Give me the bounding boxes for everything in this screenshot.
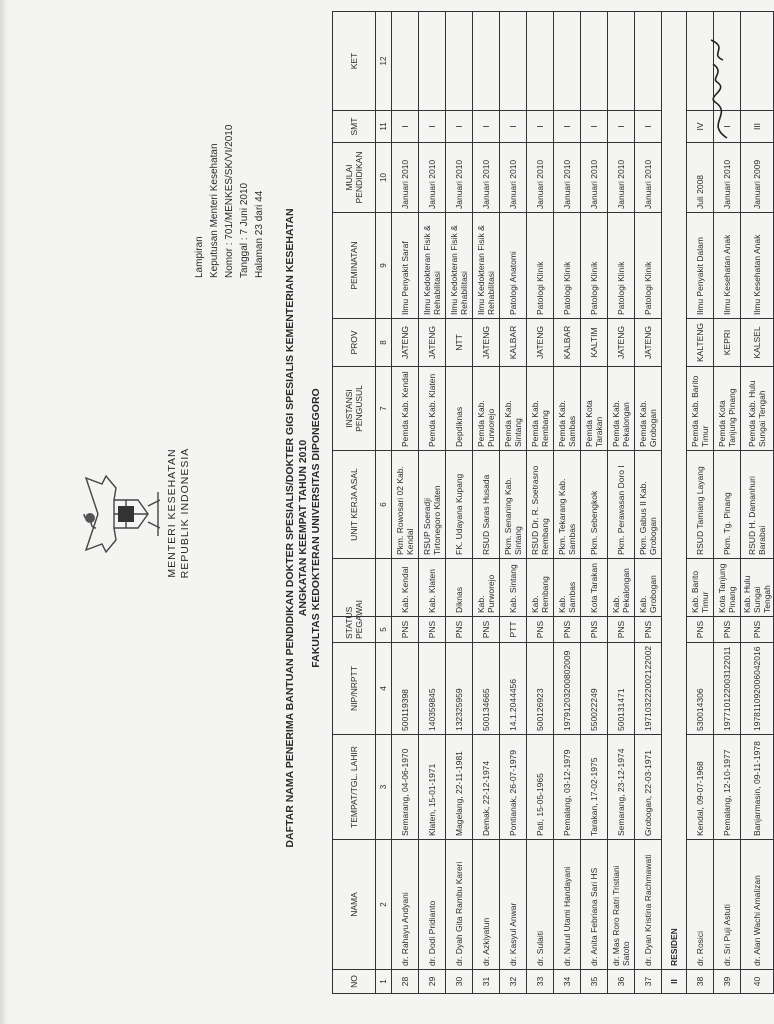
table-header-row (333, 12, 376, 994)
table-row (581, 12, 608, 994)
cell-mulai: Januari 2010 (392, 143, 419, 213)
cell-instansi: Depdiknas (446, 367, 473, 451)
cell-prov: JATENG (419, 319, 446, 367)
cell-mulai: Januari 2010 (473, 143, 500, 213)
cell-mulai: Januari 2010 (446, 143, 473, 213)
column-number-nama: 2 (376, 840, 392, 970)
cell-peminatan: Patologi Klinik (527, 213, 554, 319)
header-unit: UNIT KERJA ASAL (333, 451, 376, 559)
cell-prov: JATENG (635, 319, 662, 367)
cell-smt: I (635, 111, 662, 143)
cell-ket (392, 12, 419, 111)
cell-ket (473, 12, 500, 111)
cell-status: PNS (527, 617, 554, 643)
cell-no: 28 (392, 970, 419, 994)
header-mulai: MULAI PENDIDIKAN (333, 143, 376, 213)
cell-nip: 132325959 (446, 643, 473, 735)
document-page (14, 8, 772, 1018)
ministry-line: REPUBLIK INDONESIA (179, 447, 191, 579)
cell-peminatan: Ilmu Kedokteran Fisik & Rehabilitasi (446, 213, 473, 319)
cell-no: 35 (581, 970, 608, 994)
cell-unit: FK. Udayana Kupang (446, 451, 473, 559)
lampiran-line: Halaman 23 dari 44 (254, 190, 265, 278)
cell-kab: Kab. Rembang (527, 559, 554, 617)
cell-nip: 140359845 (419, 643, 446, 735)
header-nama: NAMA (333, 840, 376, 970)
table-row (635, 12, 662, 994)
header-status: STATUS PEGAWAI (333, 617, 376, 643)
cell-prov: NTT (446, 319, 473, 367)
cell-lahir: Semarang, 04-06-1970 (392, 735, 419, 840)
cell-nama: dr. Anita Febriana Sari HS (581, 840, 608, 970)
table-row (527, 12, 554, 994)
cell-mulai: Januari 2010 (581, 143, 608, 213)
cell-lahir: Pemalang, 03-12-1979 (554, 735, 581, 840)
table-row (473, 12, 500, 994)
cell-nama: dr. Sri Puji Astuti (714, 840, 741, 970)
cell-lahir: Magelang, 22-11-1981 (446, 735, 473, 840)
cell-instansi: Pemda Kab. Kendal (392, 367, 419, 451)
cell-nip: 197103222002122002 (635, 643, 662, 735)
cell-unit: Pkm. Sebengkok (581, 451, 608, 559)
signature-icon (699, 28, 739, 148)
column-number-kab (376, 559, 392, 617)
column-number-mulai: 10 (376, 143, 392, 213)
cell-peminatan: Ilmu Penyakit Saraf (392, 213, 419, 319)
cell-no: 38 (687, 970, 714, 994)
cell-kab: Kab. Barito Timur (687, 559, 714, 617)
cell-smt: I (419, 111, 446, 143)
ministry-heading (166, 388, 192, 638)
cell-smt: IV (687, 111, 714, 143)
column-number-nip: 4 (376, 643, 392, 735)
table-row (608, 12, 635, 994)
cell-lahir: Demak, 22-12-1974 (473, 735, 500, 840)
cell-peminatan: Ilmu Kesehatan Anak (714, 213, 741, 319)
cell-unit: RSUD Saras Husada (473, 451, 500, 559)
cell-mulai: Januari 2010 (635, 143, 662, 213)
cell-status: PNS (473, 617, 500, 643)
cell-instansi: Pemda Kab. Grobogan (635, 367, 662, 451)
header-nip: NIP/NRPTT (333, 643, 376, 735)
cell-status: PNS (687, 617, 714, 643)
cell-kab: Kab. Sintang (500, 559, 527, 617)
cell-lahir: Pontianak, 26-07-1979 (500, 735, 527, 840)
cell-peminatan: Patologi Klinik (608, 213, 635, 319)
header-ket: KET (333, 12, 376, 111)
cell-no: 37 (635, 970, 662, 994)
cell-peminatan: Patologi Klinik (581, 213, 608, 319)
cell-peminatan: Patologi Klinik (554, 213, 581, 319)
table-row (446, 12, 473, 994)
cell-nip: 500134665 (473, 643, 500, 735)
cell-prov: JATENG (608, 319, 635, 367)
cell-peminatan: Ilmu Kesehatan Anak (741, 213, 774, 319)
lampiran-line: Tanggal : 7 Juni 2010 (239, 182, 250, 278)
cell-peminatan: Patologi Anatomi (500, 213, 527, 319)
cell-mulai: Januari 2010 (500, 143, 527, 213)
table-row (500, 12, 527, 994)
cell-peminatan: Ilmu Penyakit Dalam (687, 213, 714, 319)
cell-instansi: Pemda Kab. Rembang (527, 367, 554, 451)
cell-lahir: Klaten, 15-01-1971 (419, 735, 446, 840)
document-title (284, 178, 323, 878)
cell-prov: JATENG (392, 319, 419, 367)
cell-ket (635, 12, 662, 111)
cell-unit: Pkm. Perawasan Doro I (608, 451, 635, 559)
cell-no: 34 (554, 970, 581, 994)
cell-nip: 197710122003122011 (714, 643, 741, 735)
title-line: DAFTAR NAMA PENERIMA BANTUAN PENDIDIKAN DOKTER SPESIALIS/DOKTER GIGI SPESIALIS KEMENTERIAN KESEHATAN (284, 208, 296, 848)
cell-kab: Kab. Purworejo (473, 559, 500, 617)
cell-smt: I (714, 111, 741, 143)
cell-nip: 500131471 (608, 643, 635, 735)
attachment-reference (192, 18, 267, 278)
cell-kab: Kab. Hulu Sungai Tengah (741, 559, 774, 617)
lampiran-line: Nomor : 701/MENKES/SK/VI/2010 (224, 124, 235, 278)
cell-smt: I (608, 111, 635, 143)
cell-unit: Pkm. Tg. Pinang (714, 451, 741, 559)
column-number-ket: 12 (376, 12, 392, 111)
table-row (687, 12, 714, 994)
cell-ket (554, 12, 581, 111)
cell-kab: Kab. Kendal (392, 559, 419, 617)
cell-prov: JATENG (473, 319, 500, 367)
cell-nama: dr. Dyah Gita Rambu Kareri (446, 840, 473, 970)
cell-nama: dr. Nurul Utami Handayani (554, 840, 581, 970)
table-row (554, 12, 581, 994)
cell-status: PNS (741, 617, 774, 643)
cell-ket (446, 12, 473, 111)
header-lahir: TEMPAT/TGL. LAHIR (333, 735, 376, 840)
header-no: NO (333, 970, 376, 994)
cell-nama: dr. Alan Wachi Amalizan (741, 840, 774, 970)
cell-status: PNS (446, 617, 473, 643)
table-row (714, 12, 741, 994)
cell-instansi: Pemda Kab. Purworejo (473, 367, 500, 451)
header-prov: PROV (333, 319, 376, 367)
cell-kab: Kota Tanjung Pinang (714, 559, 741, 617)
cell-ket (608, 12, 635, 111)
cell-prov: KALTENG (687, 319, 714, 367)
cell-nip: 550022249 (581, 643, 608, 735)
cell-smt: I (392, 111, 419, 143)
cell-status: PTT (500, 617, 527, 643)
cell-instansi: Pemda Kab. Sintang (500, 367, 527, 451)
cell-mulai: Januari 2010 (714, 143, 741, 213)
cell-nama: dr. Sulaiti (527, 840, 554, 970)
cell-prov: KALTIM (581, 319, 608, 367)
cell-nama: dr. Rosici (687, 840, 714, 970)
cell-ket (419, 12, 446, 111)
cell-nip: 14.1.2044456 (500, 643, 527, 735)
ministry-line: MENTERI KESEHATAN (166, 448, 178, 578)
cell-lahir: Kendal, 09-07-1968 (687, 735, 714, 840)
cell-unit: Pkm. Senaning Kab. Sintang (500, 451, 527, 559)
cell-mulai: Juli 2008 (687, 143, 714, 213)
cell-status: PNS (392, 617, 419, 643)
cell-peminatan: Ilmu Kedokteran Fisik & Rehabilitasi (419, 213, 446, 319)
recipient-table (332, 11, 774, 994)
column-number-no: 1 (376, 970, 392, 994)
cell-ket (741, 12, 774, 111)
column-number-prov: 8 (376, 319, 392, 367)
table-number-row (376, 12, 392, 994)
cell-no: 33 (527, 970, 554, 994)
cell-nama: dr. Dodi Pridianto (419, 840, 446, 970)
cell-lahir: Pati, 15-05-1965 (527, 735, 554, 840)
cell-kab: Kab. Klaten (419, 559, 446, 617)
cell-instansi: Pemda Kab. Pekalongan (608, 367, 635, 451)
cell-peminatan: Ilmu Kedokteran Fisik & Rehabilitasi (473, 213, 500, 319)
column-number-unit: 6 (376, 451, 392, 559)
cell-nip: 500126923 (527, 643, 554, 735)
cell-lahir: Semarang, 23-12-1974 (608, 735, 635, 840)
cell-status: PNS (554, 617, 581, 643)
section-number: II (662, 970, 687, 994)
column-number-instansi: 7 (376, 367, 392, 451)
cell-mulai: Januari 2010 (527, 143, 554, 213)
cell-instansi: Pemda Kota Tanjung Pinang (714, 367, 741, 451)
garuda-emblem-icon (76, 470, 166, 558)
cell-ket (500, 12, 527, 111)
cell-nip: 19791203200802009 (554, 643, 581, 735)
title-line: ANGKATAN KEEMPAT TAHUN 2010 (297, 439, 309, 617)
header-smt: SMT (333, 111, 376, 143)
section-row (662, 12, 687, 994)
cell-nip: 197811092006042016 (741, 643, 774, 735)
cell-nip: 530014306 (687, 643, 714, 735)
cell-kab: Diknas (446, 559, 473, 617)
cell-status: PNS (635, 617, 662, 643)
cell-prov: KALBAR (500, 319, 527, 367)
cell-nama: dr. Mas Roro Ratri Tristiani Satoto (608, 840, 635, 970)
cell-smt: I (500, 111, 527, 143)
cell-instansi: Pemda Kab. Sambas (554, 367, 581, 451)
table-body (392, 12, 774, 994)
scan-edge (0, 0, 8, 1024)
cell-unit: Pkm. Tekarang Kab. Sambas (554, 451, 581, 559)
cell-no: 40 (741, 970, 774, 994)
cell-smt: I (473, 111, 500, 143)
cell-ket (581, 12, 608, 111)
cell-lahir: Grobogan, 22-03-1971 (635, 735, 662, 840)
cell-lahir: Pemalang, 12-10-1977 (714, 735, 741, 840)
cell-no: 36 (608, 970, 635, 994)
cell-instansi: Pemda Kab. Hulu Sungai Tengah (741, 367, 774, 451)
cell-mulai: Januari 2010 (608, 143, 635, 213)
cell-kab: Kab. Sambas (554, 559, 581, 617)
table-row (741, 12, 774, 994)
column-number-lahir: 3 (376, 735, 392, 840)
cell-smt: I (527, 111, 554, 143)
lampiran-line: Lampiran (194, 236, 205, 278)
cell-status: PNS (608, 617, 635, 643)
header-peminatan: PEMINATAN (333, 213, 376, 319)
cell-unit: RSUP Soeradji Tirtonegoro Klaten (419, 451, 446, 559)
cell-unit: RSUD Tamiang Layang (687, 451, 714, 559)
cell-smt: III (741, 111, 774, 143)
cell-ket (527, 12, 554, 111)
cell-unit: RSUD H. Damanhuri Barabai (741, 451, 774, 559)
cell-prov: JATENG (527, 319, 554, 367)
cell-no: 32 (500, 970, 527, 994)
cell-unit: Pkm. Rowosari 02 Kab. Kendal (392, 451, 419, 559)
cell-prov: KEPRI (714, 319, 741, 367)
cell-lahir: Banjarmasin, 09-11-1978 (741, 735, 774, 840)
cell-nama: dr. Kasyul Anwar (500, 840, 527, 970)
cell-peminatan: Patologi Klinik (635, 213, 662, 319)
lampiran-line: Keputusan Menteri Kesehatan (209, 143, 220, 278)
cell-instansi: Pemda Kota Tarakan (581, 367, 608, 451)
cell-nama: dr. Dyan Kristina Rachmawati (635, 840, 662, 970)
cell-status: PNS (419, 617, 446, 643)
column-number-status: 5 (376, 617, 392, 643)
cell-smt: I (581, 111, 608, 143)
cell-no: 30 (446, 970, 473, 994)
section-label: RESIDEN (662, 12, 687, 970)
cell-status: PNS (714, 617, 741, 643)
cell-nama: dr. Rahayu Andyani (392, 840, 419, 970)
cell-kab: Kab. Grobogan (635, 559, 662, 617)
cell-nip: 500119398 (392, 643, 419, 735)
cell-no: 29 (419, 970, 446, 994)
cell-no: 39 (714, 970, 741, 994)
cell-unit: Pkm. Gabus II Kab. Grobogan (635, 451, 662, 559)
cell-status: PNS (581, 617, 608, 643)
cell-smt: I (446, 111, 473, 143)
cell-prov: KALBAR (554, 319, 581, 367)
cell-lahir: Tarakan, 17-02-1975 (581, 735, 608, 840)
table-row (419, 12, 446, 994)
cell-mulai: Januari 2009 (741, 143, 774, 213)
header-instansi: INSTANSI PENGUSUL (333, 367, 376, 451)
cell-nama: dr. Azkiyatun (473, 840, 500, 970)
cell-kab: Kota Tarakan (581, 559, 608, 617)
column-number-smt: 11 (376, 111, 392, 143)
cell-mulai: Januari 2010 (419, 143, 446, 213)
cell-instansi: Pemda Kab. Klaten (419, 367, 446, 451)
cell-no: 31 (473, 970, 500, 994)
table-row (392, 12, 419, 994)
cell-prov: KALSEL (741, 319, 774, 367)
title-line: FAKULTAS KEDOKTERAN UNIVERSITAS DIPONEGORO (310, 388, 322, 668)
cell-kab: Kab. Pekalongan (608, 559, 635, 617)
cell-instansi: Pemda Kab. Barito Timur (687, 367, 714, 451)
cell-mulai: Januari 2010 (554, 143, 581, 213)
column-number-peminatan: 9 (376, 213, 392, 319)
cell-smt: I (554, 111, 581, 143)
cell-unit: RSUD Dr. R. Soetrasno Rembang (527, 451, 554, 559)
